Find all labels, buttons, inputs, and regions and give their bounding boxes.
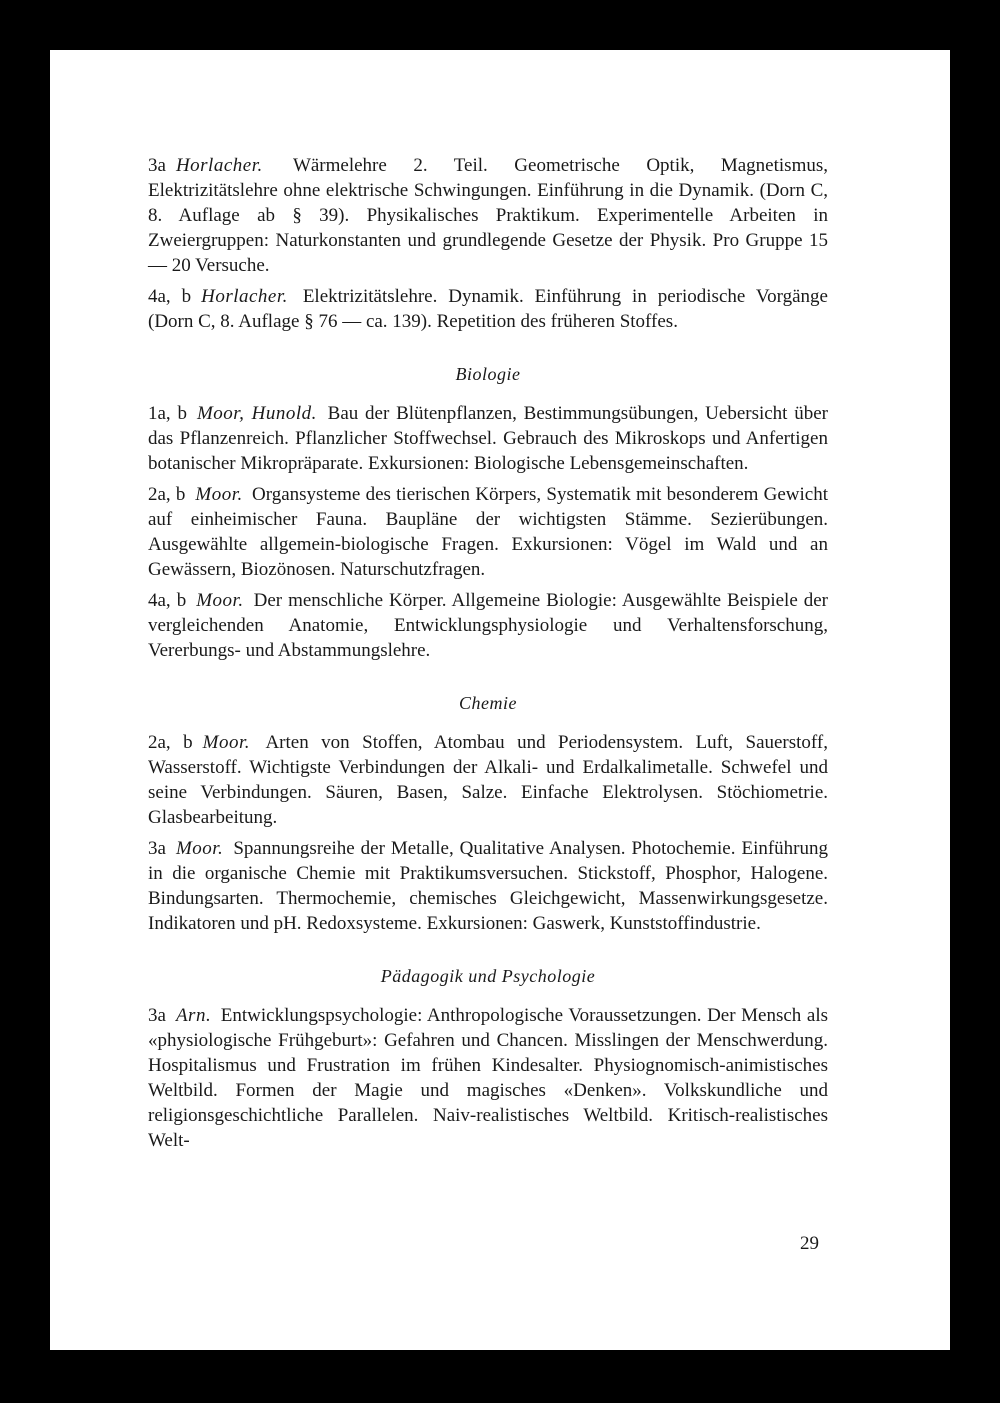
class-number: 1a, b [148,403,187,424]
class-number: 3a [148,155,166,176]
page-content [148,153,828,1159]
entry-text: Elektrizitätslehre. Dynamik. Einführung in periodische Vorgänge (Dorn C, 8. Auflage § 76 — ca. 139). Repetition des früheren Stoffes. [148,286,828,332]
entry-physik-4ab [148,284,828,334]
teacher-name: Moor. [195,484,243,505]
teacher-name: Arn. [175,1005,212,1026]
teacher-name: Moor. [175,838,224,859]
entry-text: Entwicklungspsychologie: Anthropologische Voraussetzungen. Der Mensch als «physiologische Frühgeburt»: Gefahren und Chancen. Misslingen der Menschwerdung. Hospitalismus und Frustration im frühen Kindesalter. Physiognomisch-animistisches Weltbild. Formen der Magie und magisches «Denken». Volkskundliche und religionsgeschichtliche Parallelen. Naiv-realistisches Weltbild. Kritisch-realistisches Welt- [148,1005,829,1151]
entry-biologie-2ab [148,482,828,582]
entry-chemie-3a [148,836,828,936]
entry-text: Organsysteme des tierischen Körpers, Systematik mit besonderem Gewicht auf einheimischer Fauna. Baupläne der wichtigsten Stämme. Sezierübungen. Ausgewählte allgemein-biologische Fragen. Exkursionen: Vögel im Wald und an Gewässern, Biozönosen. Naturschutzfragen. [148,484,829,580]
entry-text: Arten von Stoffen, Atombau und Periodensystem. Luft, Sauerstoff, Wasserstoff. Wichtigste Verbindungen der Alkali- und Erdalkalimetalle. Schwefel und seine Verbindungen. Säuren, Basen, Salze. Einfache Elektrolysen. Stöchiometrie. Glasbearbeitung. [148,732,828,828]
page-number: 29 [800,1233,819,1254]
section-heading-paedagogik: Pädagogik und Psychologie [380,966,596,986]
class-number: 3a [148,1005,166,1026]
entry-physik-3a [148,153,828,278]
teacher-name: Moor. [196,590,244,611]
class-number: 4a, b [148,286,192,307]
entry-paedagogik-3a [148,1003,828,1153]
entry-chemie-2ab [148,730,828,830]
teacher-name: Horlacher. [201,286,288,307]
class-number: 4a, b [148,590,187,611]
teacher-name: Horlacher. [175,155,263,176]
document-page [50,50,950,1350]
entry-text: Spannungsreihe der Metalle, Qualitative Analysen. Photochemie. Einführung in die organische Chemie mit Praktikumsversuchen. Stickstoff, Phosphor, Halogene. Bindungsarten. Thermochemie, chemisches Gleichgewicht, Massenwirkungsgesetze. Indikatoren und pH. Redoxsysteme. Exkursionen: Gaswerk, Kunststoffindustrie. [148,838,829,934]
entry-biologie-1ab [148,401,828,476]
entry-biologie-4ab [148,588,828,663]
entry-text: Der menschliche Körper. Allgemeine Biologie: Ausgewählte Beispiele der vergleichenden Anatomie, Entwicklungsphysiologie und Verhaltensforschung, Vererbungs- und Abstammungslehre. [148,590,829,661]
teacher-name: Moor, Hunold. [196,403,317,424]
section-heading-biologie: Biologie [455,364,521,384]
teacher-name: Moor. [202,732,251,753]
class-number: 2a, b [148,732,193,753]
entry-text: Wärmelehre 2. Teil. Geometrische Optik, Magnetismus, Elektrizitätslehre ohne elektrische Schwingungen. Einführung in die Dynamik. (Dorn C, 8. Auflage ab § 39). Physikalisches Praktikum. Experimentelle Arbeiten in Zweiergruppen: Naturkonstanten und grundlegende Gesetze der Physik. Pro Gruppe 15 — 20 Versuche. [148,155,828,276]
section-heading-chemie: Chemie [459,693,517,713]
class-number: 3a [148,838,166,859]
class-number: 2a, b [148,484,186,505]
entry-text: Bau der Blütenpflanzen, Bestimmungsübungen, Uebersicht über das Pflanzenreich. Pflanzlicher Stoffwechsel. Gebrauch des Mikroskops und Anfertigen botanischer Mikropräparate. Exkursionen: Biologische Lebensgemeinschaften. [148,403,828,474]
